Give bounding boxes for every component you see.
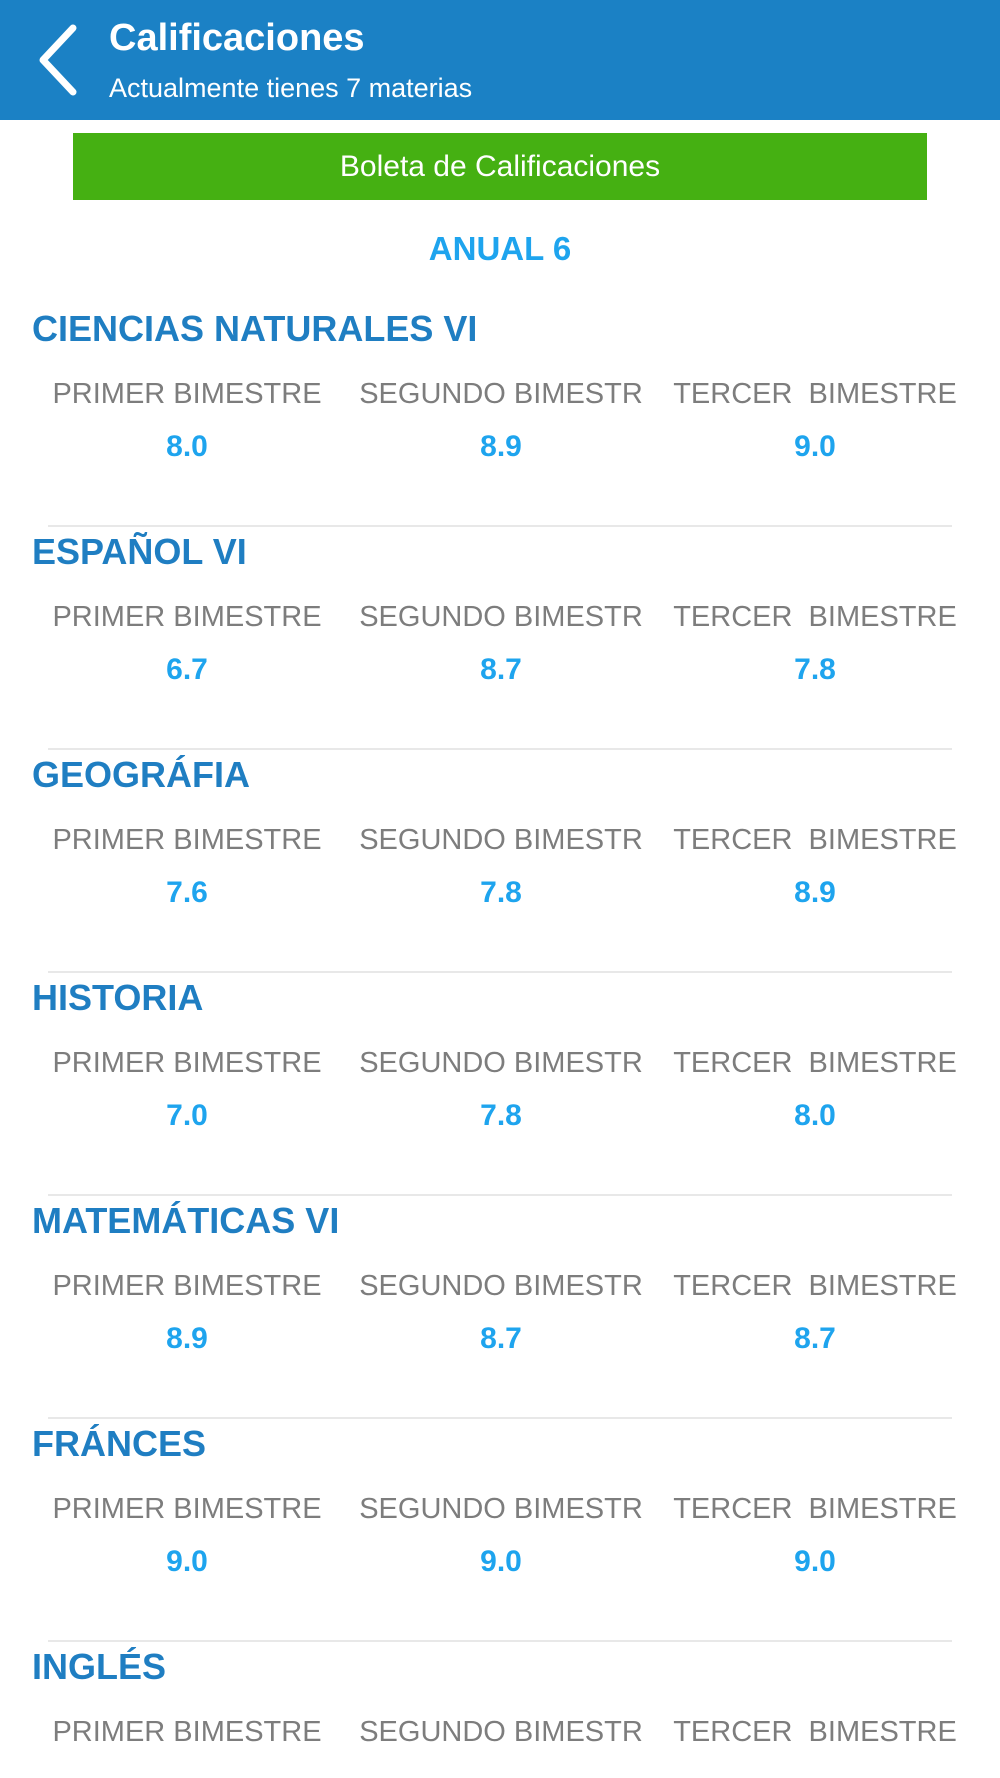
grade-column-first bbox=[27, 1043, 347, 1173]
grade-value: 8.0 bbox=[794, 1099, 836, 1132]
subject-card bbox=[0, 1194, 1000, 1417]
grade-column-second bbox=[341, 1489, 661, 1619]
grade-label: PRIMER BIMESTRE bbox=[52, 1493, 322, 1525]
grade-column-second bbox=[341, 1043, 661, 1173]
subject-name: MATEMÁTICAS VI bbox=[32, 1200, 340, 1241]
grade-label: PRIMER BIMESTRE bbox=[52, 824, 322, 856]
grade-column-third bbox=[655, 820, 975, 950]
grade-label: PRIMER BIMESTRE bbox=[52, 601, 322, 633]
grade-value: 7.8 bbox=[480, 876, 522, 909]
grade-label: TERCER BIMESTRE bbox=[673, 824, 957, 856]
grade-value: 7.8 bbox=[794, 653, 836, 686]
subject-name: GEOGRÁFIA bbox=[32, 754, 251, 795]
grade-label: TERCER BIMESTRE bbox=[673, 601, 957, 633]
grade-column-second bbox=[341, 597, 661, 727]
grade-label: TERCER BIMESTRE bbox=[673, 1716, 957, 1748]
grade-label: SEGUNDO BIMESTR bbox=[359, 1270, 643, 1302]
grade-label: PRIMER BIMESTRE bbox=[52, 1716, 322, 1748]
grade-label: TERCER BIMESTRE bbox=[673, 378, 957, 410]
grade-column-third bbox=[655, 374, 975, 504]
report-card-button[interactable]: Boleta de Calificaciones bbox=[73, 133, 927, 200]
subject-name: FRÁNCES bbox=[32, 1423, 207, 1464]
subject-card bbox=[0, 1417, 1000, 1640]
grade-value: 7.0 bbox=[166, 1099, 208, 1132]
grade-column-first bbox=[27, 820, 347, 950]
grade-label: PRIMER BIMESTRE bbox=[52, 378, 322, 410]
subject-card bbox=[0, 971, 1000, 1194]
grade-column-second bbox=[341, 374, 661, 504]
grade-label: SEGUNDO BIMESTR bbox=[359, 601, 643, 633]
subject-card bbox=[0, 525, 1000, 748]
grade-value: 7.8 bbox=[480, 1099, 522, 1132]
grade-value: 7.6 bbox=[166, 876, 208, 909]
grade-label: TERCER BIMESTRE bbox=[673, 1047, 957, 1079]
grade-label: TERCER BIMESTRE bbox=[673, 1493, 957, 1525]
grade-column-second bbox=[341, 1266, 661, 1396]
grade-value: 8.9 bbox=[480, 430, 522, 463]
period-title: ANUAL 6 bbox=[428, 230, 572, 267]
grade-column-third bbox=[655, 1043, 975, 1173]
grade-label: PRIMER BIMESTRE bbox=[52, 1270, 322, 1302]
grade-label: SEGUNDO BIMESTR bbox=[359, 378, 643, 410]
grade-value: 8.7 bbox=[480, 653, 522, 686]
grade-column-first bbox=[27, 1712, 347, 1778]
grade-value: 8.0 bbox=[166, 430, 208, 463]
app-header bbox=[0, 0, 1000, 120]
subject-name: INGLÉS bbox=[32, 1646, 167, 1687]
subject-name: CIENCIAS NATURALES VI bbox=[32, 308, 478, 349]
grade-value: 8.9 bbox=[794, 876, 836, 909]
grade-column-third bbox=[655, 1712, 975, 1778]
grade-value: 8.7 bbox=[480, 1322, 522, 1355]
subject-card bbox=[0, 302, 1000, 525]
grade-label: SEGUNDO BIMESTR bbox=[359, 824, 643, 856]
subject-card bbox=[0, 1640, 1000, 1778]
grade-column-first bbox=[27, 597, 347, 727]
grade-column-third bbox=[655, 1489, 975, 1619]
page-title: Calificaciones bbox=[109, 17, 365, 59]
grade-value: 9.0 bbox=[480, 1545, 522, 1578]
page-subtitle: Actualmente tienes 7 materias bbox=[109, 73, 473, 103]
grade-value: 9.0 bbox=[794, 1545, 836, 1578]
subject-card bbox=[0, 748, 1000, 971]
grade-label: SEGUNDO BIMESTR bbox=[359, 1716, 643, 1748]
back-button[interactable] bbox=[22, 18, 92, 102]
subject-name: HISTORIA bbox=[32, 977, 204, 1018]
grade-column-first bbox=[27, 1266, 347, 1396]
grade-value: 8.9 bbox=[166, 1322, 208, 1355]
grade-column-third bbox=[655, 1266, 975, 1396]
grade-column-third bbox=[655, 597, 975, 727]
grade-column-second bbox=[341, 820, 661, 950]
grade-column-first bbox=[27, 1489, 347, 1619]
grade-column-first bbox=[27, 374, 347, 504]
grade-value: 9.0 bbox=[794, 430, 836, 463]
subject-name: ESPAÑOL VI bbox=[32, 531, 247, 572]
grade-label: TERCER BIMESTRE bbox=[673, 1270, 957, 1302]
grade-column-second bbox=[341, 1712, 661, 1778]
grade-label: SEGUNDO BIMESTR bbox=[359, 1493, 643, 1525]
grade-value: 8.7 bbox=[794, 1322, 836, 1355]
grade-label: PRIMER BIMESTRE bbox=[52, 1047, 322, 1079]
chevron-left-icon bbox=[35, 22, 79, 98]
grade-value: 6.7 bbox=[166, 653, 208, 686]
grade-label: SEGUNDO BIMESTR bbox=[359, 1047, 643, 1079]
grade-value: 9.0 bbox=[166, 1545, 208, 1578]
